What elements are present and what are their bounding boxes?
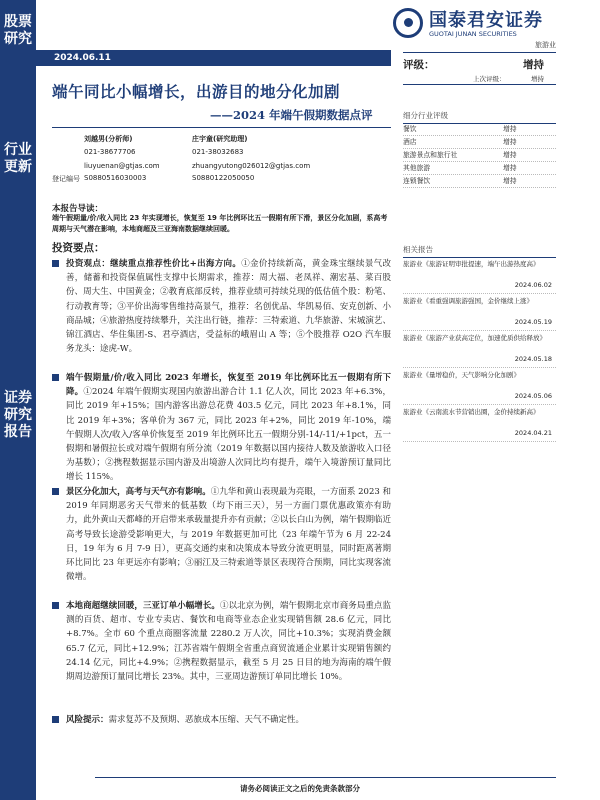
sidebar-label-securities-report: 证券研究报告 — [4, 390, 32, 440]
table-row — [403, 175, 556, 188]
sub-industry-table — [403, 123, 556, 188]
sub-industry-header: 细分行业评级 — [403, 110, 556, 124]
related-reports-list — [403, 257, 556, 442]
guide-title: 本报告导读： — [52, 204, 104, 214]
point-body: ①以北京为例，端午假期北京市商务局重点监测的百货、超市、专业专卖店、餐饮和电商等业态企业实现销售额 28.6 亿元，同比+8.7%。全市 60 个重点商圈客流量 2280.2 万人次，同比+10.3%；实现消费金额 65.7 亿元，同比+12.9%；江苏省端午假期全省重点商贸流通企业累计实现销售额约 24.14 亿元，同比+4.9%；②携程数据显示，截至 5 月 25 日目的地为海南的端午假期周边游预订量同比增长 23%。其中，三亚周边游预订单同比增长 10%。 — [66, 601, 391, 683]
guide-text: 端午假期量/价/收入同比 23 年实现增长，恢复至 19 年比例环比五一假期有所下滑，景区分化加剧，系高考周期与天气潜在影响，本地商超及三亚海南数据继续回暖。 — [52, 214, 388, 233]
analyst-1-cert: S0880516030003 — [84, 174, 147, 182]
logo-icon — [393, 8, 423, 38]
related-report-title[interactable]: 旅游业《看重强调旅游强国，金价继续上涨》 — [403, 297, 533, 305]
rating-label: 评级： — [403, 59, 435, 71]
brand-name-en: GUOTAI JUNAN SECURITIES — [429, 30, 517, 38]
investment-point — [52, 257, 391, 356]
related-report-title[interactable]: 旅游业《旅游产业获高定位，加速优质供给释放》 — [403, 334, 546, 342]
point-body: ①九华和黄山表现最为亮眼，一方面系 2023 和 2019 年同期恶劣天气带来的低基数（均下雨三天），另一方面门票优惠政策亦有助力，此外黄山天都峰的开启带来承载量提升亦有贡献；②以长白山为例，端午假期临近高考导致长途游受影响更大，与 2019 年数据更加可比（23 年端午节为 6 月 22-24 日，19 年为 6 月 7-9 日），更高交通约束和决策成本导致分流更明显，同时距离著期环比同比 23 年更远亦有影响；③丽江及三特索道等景区表现符合预期，同比实现客流微增。 — [66, 487, 391, 583]
divider — [52, 127, 391, 128]
sub-industry-rating: 增持 — [503, 177, 517, 185]
points-title: 投资要点： — [52, 242, 105, 254]
list-item[interactable] — [403, 405, 556, 442]
brand-logo — [393, 6, 563, 42]
sub-industry-name: 餐饮 — [403, 125, 417, 133]
report-title: 端午同比小幅增长，出游目的地分化加剧 — [52, 82, 341, 101]
sub-industry-rating: 增持 — [503, 138, 517, 146]
investment-point — [52, 485, 391, 584]
footer-disclaimer: 请务必阅读正文之后的免责条款部分 — [240, 784, 360, 793]
list-item[interactable] — [403, 368, 556, 405]
table-row — [403, 136, 556, 149]
rating-value: 增持 — [523, 59, 544, 71]
analyst-2-phone: 021-38032683 — [192, 148, 244, 156]
bullet-square-icon — [52, 260, 59, 267]
previous-rating-label: 上次评级： — [473, 75, 506, 83]
report-subtitle: ——2024 年端午假期数据点评 — [210, 108, 373, 122]
report-date: 2024.06.11 — [36, 50, 391, 66]
related-reports-header: 相关报告 — [403, 244, 556, 258]
point-lead: 本地商超继续回暖，三亚订单小幅增长。 — [66, 601, 220, 611]
analyst-2-name: 庄宇童(研究助理) — [192, 135, 248, 143]
sidebar — [0, 0, 36, 800]
point-lead: 端午假期量/价/收入同比 2023 年增长，恢复至 2019 年比例环比五一假期有所下降。 — [66, 373, 391, 398]
point-body: 需求复苏不及预期、恶旅成本压缩、天气不确定性。 — [108, 715, 305, 725]
sub-industry-name: 其他旅游 — [403, 164, 431, 172]
point-lead: 景区分化加大，高考与天气亦有影响。 — [66, 487, 211, 497]
brand-name-cn: 国泰君安证券 — [429, 10, 543, 31]
rating-box — [403, 52, 556, 85]
sidebar-label-stock-research: 股票研究 — [4, 14, 32, 47]
sub-industry-rating: 增持 — [503, 125, 517, 133]
previous-rating-value: 增持 — [531, 75, 544, 83]
sidebar-label-industry-update: 行业更新 — [4, 142, 32, 175]
bullet-square-icon — [52, 488, 59, 495]
sub-industry-name: 酒店 — [403, 138, 417, 146]
analyst-2-email[interactable]: zhuangyutong026012@gtjas.com — [192, 162, 311, 170]
investment-point — [52, 713, 391, 727]
list-item[interactable] — [403, 331, 556, 368]
point-lead: 投资观点：继续重点推荐性价比+出海方向。 — [66, 259, 242, 269]
table-row — [403, 162, 556, 175]
table-row — [403, 123, 556, 136]
bullet-square-icon — [52, 602, 59, 609]
analyst-2-cert: S0880122050050 — [192, 174, 255, 182]
list-item[interactable] — [403, 257, 556, 294]
footer-divider — [95, 777, 556, 778]
bullet-square-icon — [52, 374, 59, 381]
sub-industry-rating: 增持 — [503, 164, 517, 172]
related-report-date: 2024.06.02 — [514, 281, 552, 289]
sub-industry-name: 旅游景点和旅行社 — [403, 151, 458, 159]
analyst-1-email[interactable]: liuyuenan@gtjas.com — [84, 162, 160, 170]
sub-industry-name: 连锁餐饮 — [403, 177, 431, 185]
analyst-1-phone: 021-38677706 — [84, 148, 136, 156]
related-report-date: 2024.04.21 — [514, 429, 552, 437]
point-body: ①2024 年端午假期实现国内旅游出游合计 1.1 亿人次，同比 2023 年+6.3%，同比 2019 年+15%；国内游客出游总花费 403.5 亿元，同比 2023 年+8.1%，同比 2019 年+3%；客单价为 367 元，同比 2023 年+2%，同比 2019 年-10%，端午假期人次/收入/客单价恢复至 2019 年比例环比五一假期分别-14/-11/+1pct，五一假期和暑假拉长或对端午假期有所分流（2019 年数据以国内接待人数及旅游收入口径为基数）；②携程数据显示国内游及出境游人次同比均有提升，端午入境游预订量同比增长 115%。 — [66, 387, 391, 483]
related-report-date: 2024.05.18 — [514, 355, 552, 363]
list-item[interactable] — [403, 294, 556, 331]
related-report-title[interactable]: 旅游业《量增稳价，天气影响分化加剧》 — [403, 371, 520, 379]
bullet-square-icon — [52, 716, 59, 723]
investment-point — [52, 599, 391, 684]
industry-tag: 旅游业 — [535, 41, 556, 49]
related-report-date: 2024.05.19 — [514, 318, 552, 326]
related-report-title[interactable]: 旅游业《云南流水节营销出圈，金价持续新高》 — [403, 408, 540, 416]
related-report-date: 2024.05.06 — [514, 392, 552, 400]
table-row — [403, 149, 556, 162]
investment-point — [52, 371, 391, 485]
point-body: ①金价持续新高，黄金珠宝继续景气改善，储蓄和投资保值属性支撑中长期需求，推荐：周大福、老凤祥、潮宏基、菜百股份、周大生、中国黄金；②教育底部反转，推荐业绩可持续兑现的低估值个股：粉笔、行动教育等；③平价出海零售维持高景气，推荐：名创优品、华凯易佰、安克创新、小商品城；④旅游热度持续攀升，关注出行链，推荐：三特索道、九华旅游、宋城演艺、锦江酒店、华住集团-S、君亭酒店，受益标的峨眉山 A 等；⑤个股推荐 O2O 汽车服务龙头：途虎-W。 — [66, 259, 391, 355]
point-lead: 风险提示： — [66, 715, 109, 725]
related-report-title[interactable]: 旅游业《旅游证明审批提速，端午出游热度高》 — [403, 260, 540, 268]
analyst-1-name: 刘越男(分析师) — [84, 135, 133, 143]
cert-label: 登记编号 — [52, 175, 80, 183]
sub-industry-rating: 增持 — [503, 151, 517, 159]
